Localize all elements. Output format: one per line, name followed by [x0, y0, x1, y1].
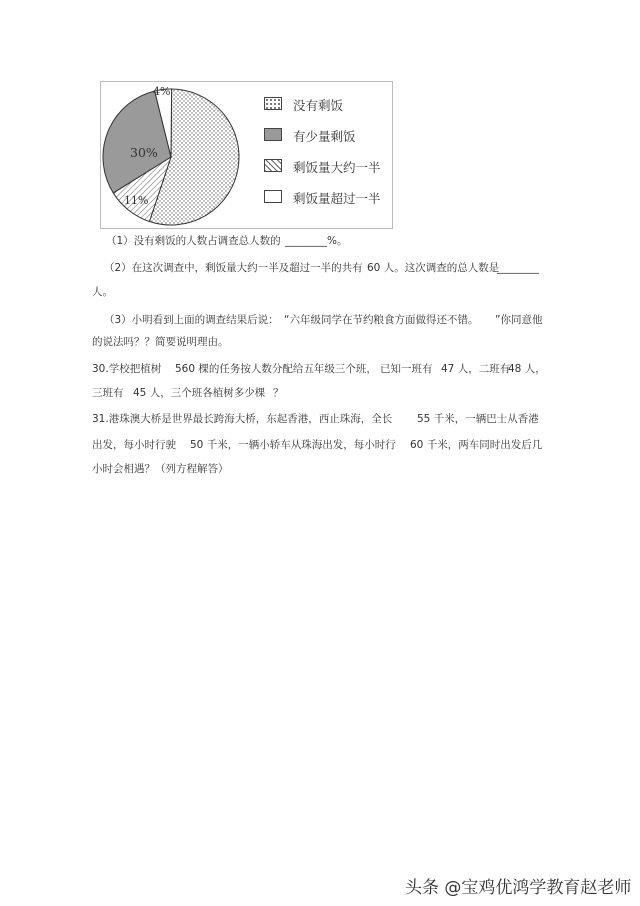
- q2-prompt: （2）在这次调查中，剩饭量大约一半及超过一半的共有: [104, 262, 363, 274]
- q31-part2: 55 千米，一辆巴士从香港: [417, 413, 539, 425]
- legend-label: 剩饭量超过一半: [293, 191, 381, 206]
- q30-prompt: 30.学校把植树: [92, 363, 162, 375]
- pie-chart: [101, 82, 261, 228]
- q31-line2c: 60 千米，两车同时出发后几: [410, 439, 543, 451]
- q31-line3: 小时会相遇？（列方程解答）: [92, 463, 229, 475]
- q1-blank: ________%。: [285, 235, 348, 247]
- label-11: 11%: [124, 194, 149, 207]
- q30-line2a: 三班有: [92, 387, 124, 399]
- q2-line2: 人。: [92, 286, 113, 298]
- q30-line2c: ？: [273, 387, 284, 399]
- label-30: 30%: [130, 145, 158, 160]
- q3-quote-end: ”你同意他: [495, 314, 543, 326]
- q31-prompt: 31.港珠澳大桥是世界最长跨海大桥，东起香港，西止珠海，全长: [92, 413, 393, 425]
- hatched-swatch: [264, 159, 282, 172]
- legend-label: 有少量剩饭: [293, 129, 356, 144]
- q31-line2b: 50 千米，一辆小轿车从珠海出发，每小时行: [190, 439, 396, 451]
- pie-chart-figure: [100, 81, 393, 229]
- q1-text: [106, 234, 281, 248]
- q2-blank: ________: [497, 262, 539, 274]
- legend-label: 剩饭量大约一半: [293, 160, 381, 175]
- q30-part2: 已知一班有: [380, 363, 433, 375]
- legend-label: 没有剩饭: [293, 98, 344, 113]
- q3-prompt: （3）小明看到上面的调查结果后说：: [104, 314, 279, 326]
- q2-number: 60 人。这次调查的总人数是: [367, 262, 500, 274]
- q30-number: 560 棵的任务按人数分配给五年级三个班，: [175, 363, 377, 375]
- q1-prompt: （1）没有剩饭的人数占调查总人数的: [106, 235, 281, 247]
- q3-quote: “六年级同学在节约粮食方面做得还不错。: [284, 314, 479, 326]
- gray-swatch: [264, 128, 282, 141]
- label-4: 4%: [153, 85, 171, 98]
- watermark: 头条 @宝鸡优鸿学教育赵老师: [405, 878, 632, 898]
- white-swatch: [264, 190, 282, 203]
- dotted-swatch: [264, 97, 282, 110]
- q3-line2: 的说法吗？？简要说明理由。: [92, 336, 229, 348]
- q30-part3: 47 人，二班有: [441, 363, 511, 375]
- q31-line2a: 出发，每小时行驶: [92, 439, 176, 451]
- q30-line2b: 45 人，三个班各植树多少棵: [133, 387, 266, 399]
- q30-part4: 48 人，: [508, 363, 546, 375]
